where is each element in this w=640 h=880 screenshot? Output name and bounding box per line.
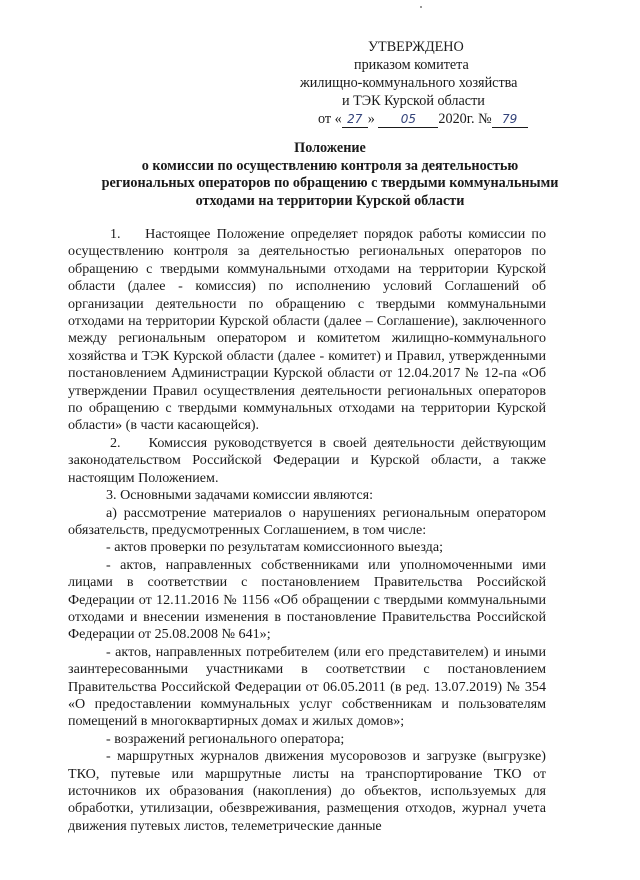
approval-order-line: приказом комитета [354, 57, 469, 73]
title-line-4: отходами на территории Курской области [195, 192, 465, 209]
list-item-consumer-acts: - актов, направленных потребителем (или его представителем) и иными заинтересованными участниками в соответствии с постановлением Правительства Российской Федерации от 06.05.2011 (в ред. 13.07.2019) № 354 «О предоставлении коммунальных услуг собственникам и пользователям помещений в многоквартирных домах и жилых домов»; [68, 643, 546, 730]
approval-stamp-block [300, 38, 560, 128]
paragraph-2: 2. Комиссия руководствуется в своей деятельности действующим законодательством Российской Федерации и Курской области, а также настоящим Положением. [68, 434, 546, 486]
handwritten-month: 05 [378, 112, 438, 128]
handwritten-day: 27 [342, 112, 368, 128]
scan-speck [420, 6, 422, 8]
list-item-owner-acts: - актов, направленных собственниками или уполномоченными ими лицами в соответствии с постановлением Правительства Российской Федерации от 12.11.2016 № 1156 «Об обращении с твердыми коммунальными отходами и внесении изменения в постановление Правительства Российской Федерации от 25.08.2008 № 641»; [68, 556, 546, 643]
list-item-route-journals: - маршрутных журналов движения мусоровозов и загрузке (выгрузке) ТКО, путевые или маршрутные листы на транспортирование ТКО от источников их образования (накопления) до объектов, используемых для обработки, утилизации, обезвреживания, размещения отходов, журнал учета движения путевых листов, телеметрические данные [68, 748, 546, 834]
handwritten-number: 79 [492, 112, 528, 128]
paragraph-3a: а) рассмотрение материалов о нарушениях региональным оператором обязательств, предусмотренных Соглашением, в том числе: [68, 504, 546, 538]
paragraph-3: 3. Основными задачами комиссии являются: [106, 487, 374, 504]
approval-committee-line: жилищно-коммунального хозяйства [300, 75, 518, 91]
title-line-1: Положение [294, 140, 366, 156]
list-item-operator-objections: - возражений регионального оператора; [106, 730, 345, 747]
title-line-3: региональных операторов по обращению с твердыми коммунальными [101, 175, 559, 191]
document-body [68, 226, 546, 835]
date-mid: » [367, 111, 375, 127]
paragraph-1: 1. Настоящее Положение определяет порядок работы комиссии по осуществлению контроля за деятельностью региональных операторов по обращению с твердыми коммунальными отходами на территории Курской области (далее - комиссия) по исполнению условий Соглашений об организации деятельности по обращению с твердыми коммунальными отходами на территории Курской области (далее – Соглашение), заключенного между региональным оператором и комитетом жилищно-коммунального хозяйства и ТЭК Курской области (далее - комитет) и Правил, утвержденными постановлением Администрации Курской области от 12.04.2017 № 12-па «Об утверждении Правил осуществления деятельности региональных операторов по обращению с твердыми коммунальных отходами на территории Курской области» (в части касающейся). [68, 226, 546, 434]
title-line-2: о комиссии по осуществлению контроля за деятельностью [141, 157, 519, 174]
date-prefix: от « [318, 111, 342, 127]
approval-region-line: и ТЭК Курской области [342, 93, 485, 109]
document-title [60, 140, 600, 210]
approval-heading: УТВЕРЖДЕНО [368, 39, 464, 55]
list-item-inspection-acts: - актов проверки по результатам комиссионного выезда; [106, 539, 444, 556]
date-year: 2020г. № [438, 111, 492, 127]
approval-date-line [300, 110, 560, 128]
